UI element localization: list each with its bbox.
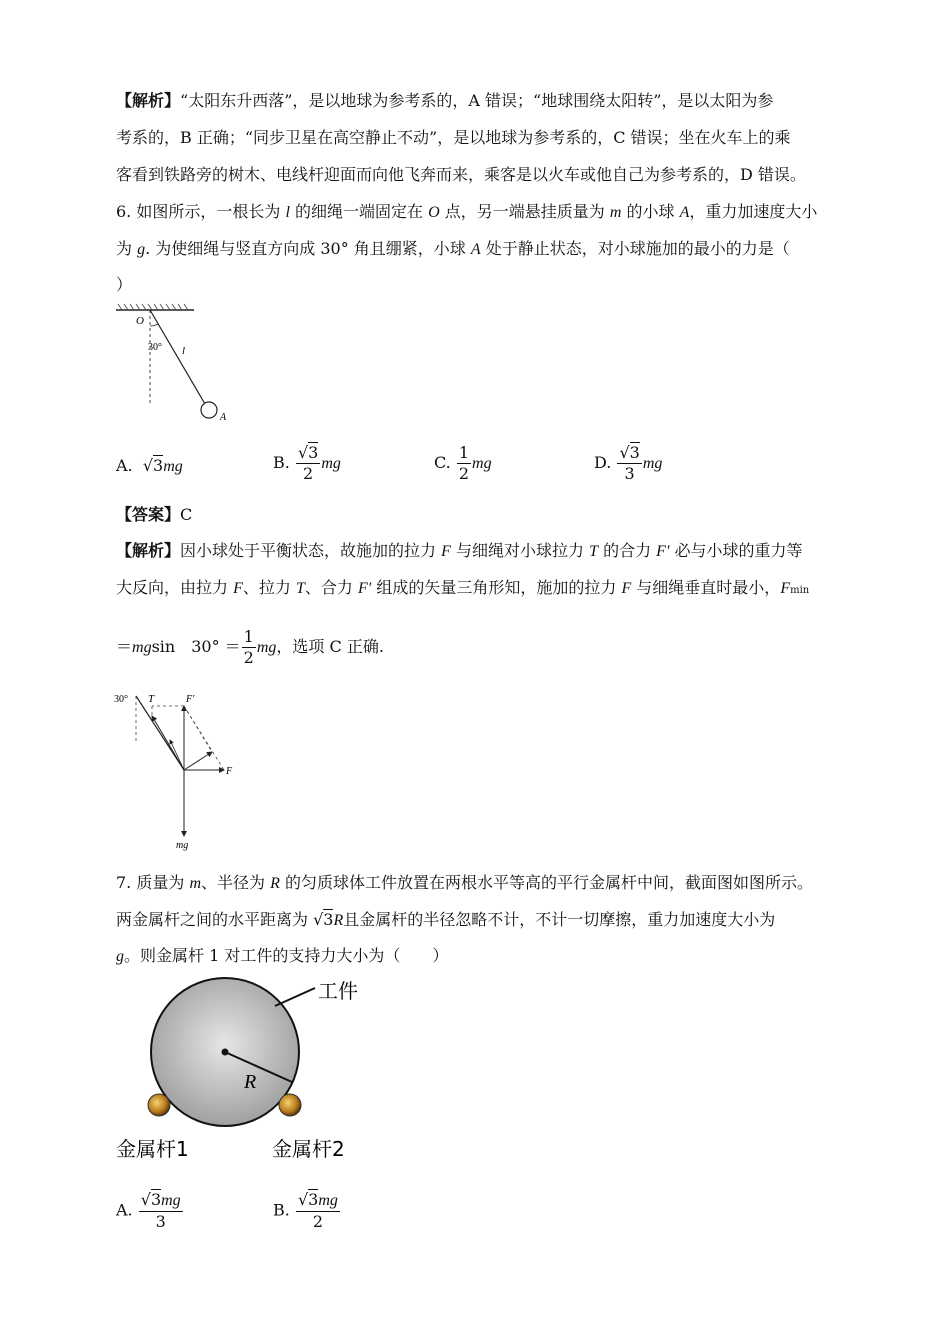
- q6-analysis-line2: 大反向，由拉力 F、拉力 T、合力 F′ 组成的矢量三角形知，施加的拉力 F 与细绳垂直时最小，Fmin: [116, 578, 810, 597]
- q7-stem-line3: g。则金属杆 1 对工件的支持力大小为（ ）: [116, 946, 449, 965]
- analysis-tag: 【解析】: [116, 91, 181, 110]
- q7-stem-line1: 7. 质量为 m、半径为 R 的匀质球体工件放置在两根水平等高的平行金属杆中间，截面图如图所示。: [116, 873, 813, 892]
- fig-label-R: R: [244, 1071, 257, 1093]
- q7-option-b[interactable]: B. $\frac{√3mg}{2}$: [273, 1190, 338, 1231]
- q6-analysis-line1: 【解析】因小球处于平衡状态，故施加的拉力 F 与细绳对小球拉力 T 的合力 F′ 必与小球的重力等: [116, 541, 803, 560]
- q7-option-a[interactable]: A. $\frac{√3mg}{3}$: [116, 1190, 181, 1231]
- q6-stem-line1: 6. 如图所示，一根长为 l 的细绳一端固定在 O 点，另一端悬挂质量为 m 的小球 A，重力加速度大小: [116, 202, 818, 221]
- q5-analysis-line2: 考系的，B 正确；“同步卫星在高空静止不动”，是以地球为参考系的，C 错误；坐在火车上的乘: [116, 128, 791, 147]
- fig-label-angle: 30°: [148, 342, 162, 353]
- q6-analysis-line3: ＝mgsin 30° ＝ $\frac{1}{2}$ mg，选项 C 正确.: [116, 627, 384, 667]
- fig-label-l: l: [182, 345, 186, 357]
- fig-label-workpiece: 工件: [318, 979, 358, 1003]
- fig2-label-angle: 30°: [114, 694, 128, 705]
- q6-pendulum-figure: [112, 300, 242, 430]
- q5-analysis-line3: 客看到铁路旁的树木、电线杆迎面而向他飞奔而来，乘客是以火车或他自己为参考系的，D 错误。: [116, 165, 806, 184]
- q6-option-d[interactable]: D. $\frac{√3}{3}$ mg: [594, 443, 663, 483]
- q6-vector-figure: [112, 686, 252, 851]
- q6-answer: 【答案】C: [116, 505, 193, 524]
- fig-label-A: A: [220, 412, 227, 423]
- fig2-label-F: F: [226, 766, 233, 777]
- q6-option-c[interactable]: C. $\frac{1}{2}$ mg: [434, 443, 492, 483]
- fig-label-rod2: 金属杆2: [272, 1137, 345, 1161]
- q7-stem-line2: 两金属杆之间的水平距离为 √3R且金属杆的半径忽略不计，不计一切摩擦，重力加速度大小为: [116, 910, 776, 929]
- fig2-label-Fp: F′: [186, 694, 195, 705]
- q7-sphere-figure: [112, 976, 372, 1166]
- fig-label-rod1: 金属杆1: [116, 1137, 189, 1161]
- fig2-label-mg: mg: [176, 840, 189, 851]
- q6-stem-line2: 为 g. 为使细绳与竖直方向成 30° 角且绷紧，小球 A 处于静止状态，对小球施加的最小的力是（: [116, 239, 790, 258]
- fig-label-O: O: [136, 315, 144, 327]
- q6-option-a[interactable]: A. √3mg: [116, 456, 183, 475]
- q6-stem-line3: ）: [116, 275, 133, 294]
- q6-option-b[interactable]: B. $\frac{√3}{2}$ mg: [273, 443, 341, 483]
- q5-analysis-line1: 【解析】“太阳东升西落”，是以地球为参考系的，A 错误；“地球围绕太阳转”，是以太阳为参: [116, 91, 774, 110]
- fig2-label-T: T: [148, 693, 155, 705]
